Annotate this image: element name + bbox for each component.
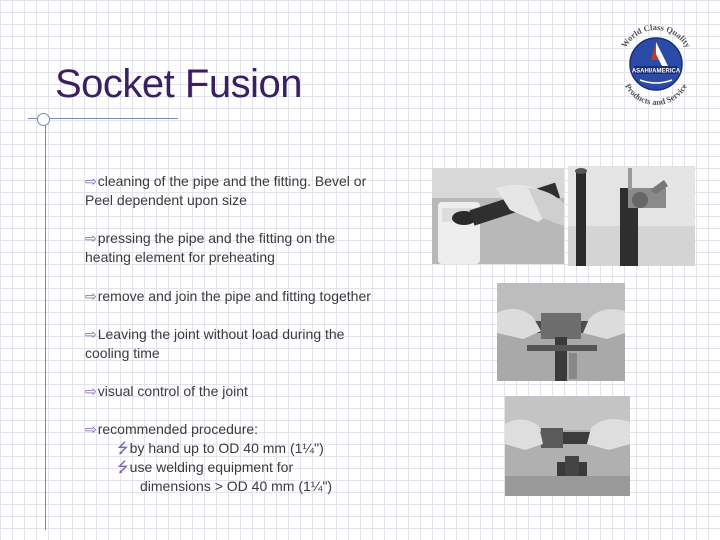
sub-bullet-2-continued: dimensions > OD 40 mm (1¼") (140, 478, 333, 494)
photo-cleaning-pipe (432, 168, 564, 264)
logo-top-text: World Class Quality (618, 21, 694, 50)
bullet-4: ⇨Leaving the joint without load during the cooling time (85, 326, 345, 361)
arrow-right-outline-icon: ⇨ (85, 326, 97, 342)
accent-circle (37, 113, 50, 126)
left-accent-line (45, 118, 46, 530)
arrow-right-outline-icon: ⇨ (85, 173, 97, 189)
bullet-5: ⇨visual control of the joint (85, 383, 248, 399)
logo-brand: ASAHI/AMERICA (631, 68, 681, 75)
sub-bullet-1: ⭍by hand up to OD 40 mm (1¼") (117, 440, 324, 456)
arrow-right-outline-icon: ⇨ (85, 421, 97, 437)
bullet-list (85, 172, 425, 496)
photo-heating-element (497, 283, 625, 381)
bullet-2: ⇨pressing the pipe and the fitting on the heating element for preheating (85, 230, 336, 265)
sub-bullet-2: ⭍use welding equipment for (117, 459, 294, 475)
arrow-right-outline-icon: ⇨ (85, 383, 97, 399)
title-underline (28, 118, 178, 119)
bullet-1: ⇨cleaning of the pipe and the fitting. Bevel or Peel dependent upon size (85, 173, 367, 208)
bullet-3: ⇨remove and join the pipe and fitting together (85, 288, 371, 304)
angle-arrow-icon: ⭍ (117, 459, 129, 475)
logo-bottom-text: Products and Service (622, 81, 689, 108)
slide-title: Socket Fusion (55, 62, 302, 106)
asahi-america-logo (612, 20, 700, 108)
arrow-right-outline-icon: ⇨ (85, 288, 97, 304)
angle-arrow-icon: ⭍ (117, 440, 129, 456)
arrow-right-outline-icon: ⇨ (85, 230, 97, 246)
photo-joining (505, 396, 630, 496)
photo-fittings (568, 166, 695, 266)
bullet-6: ⇨recommended procedure: (85, 421, 259, 437)
